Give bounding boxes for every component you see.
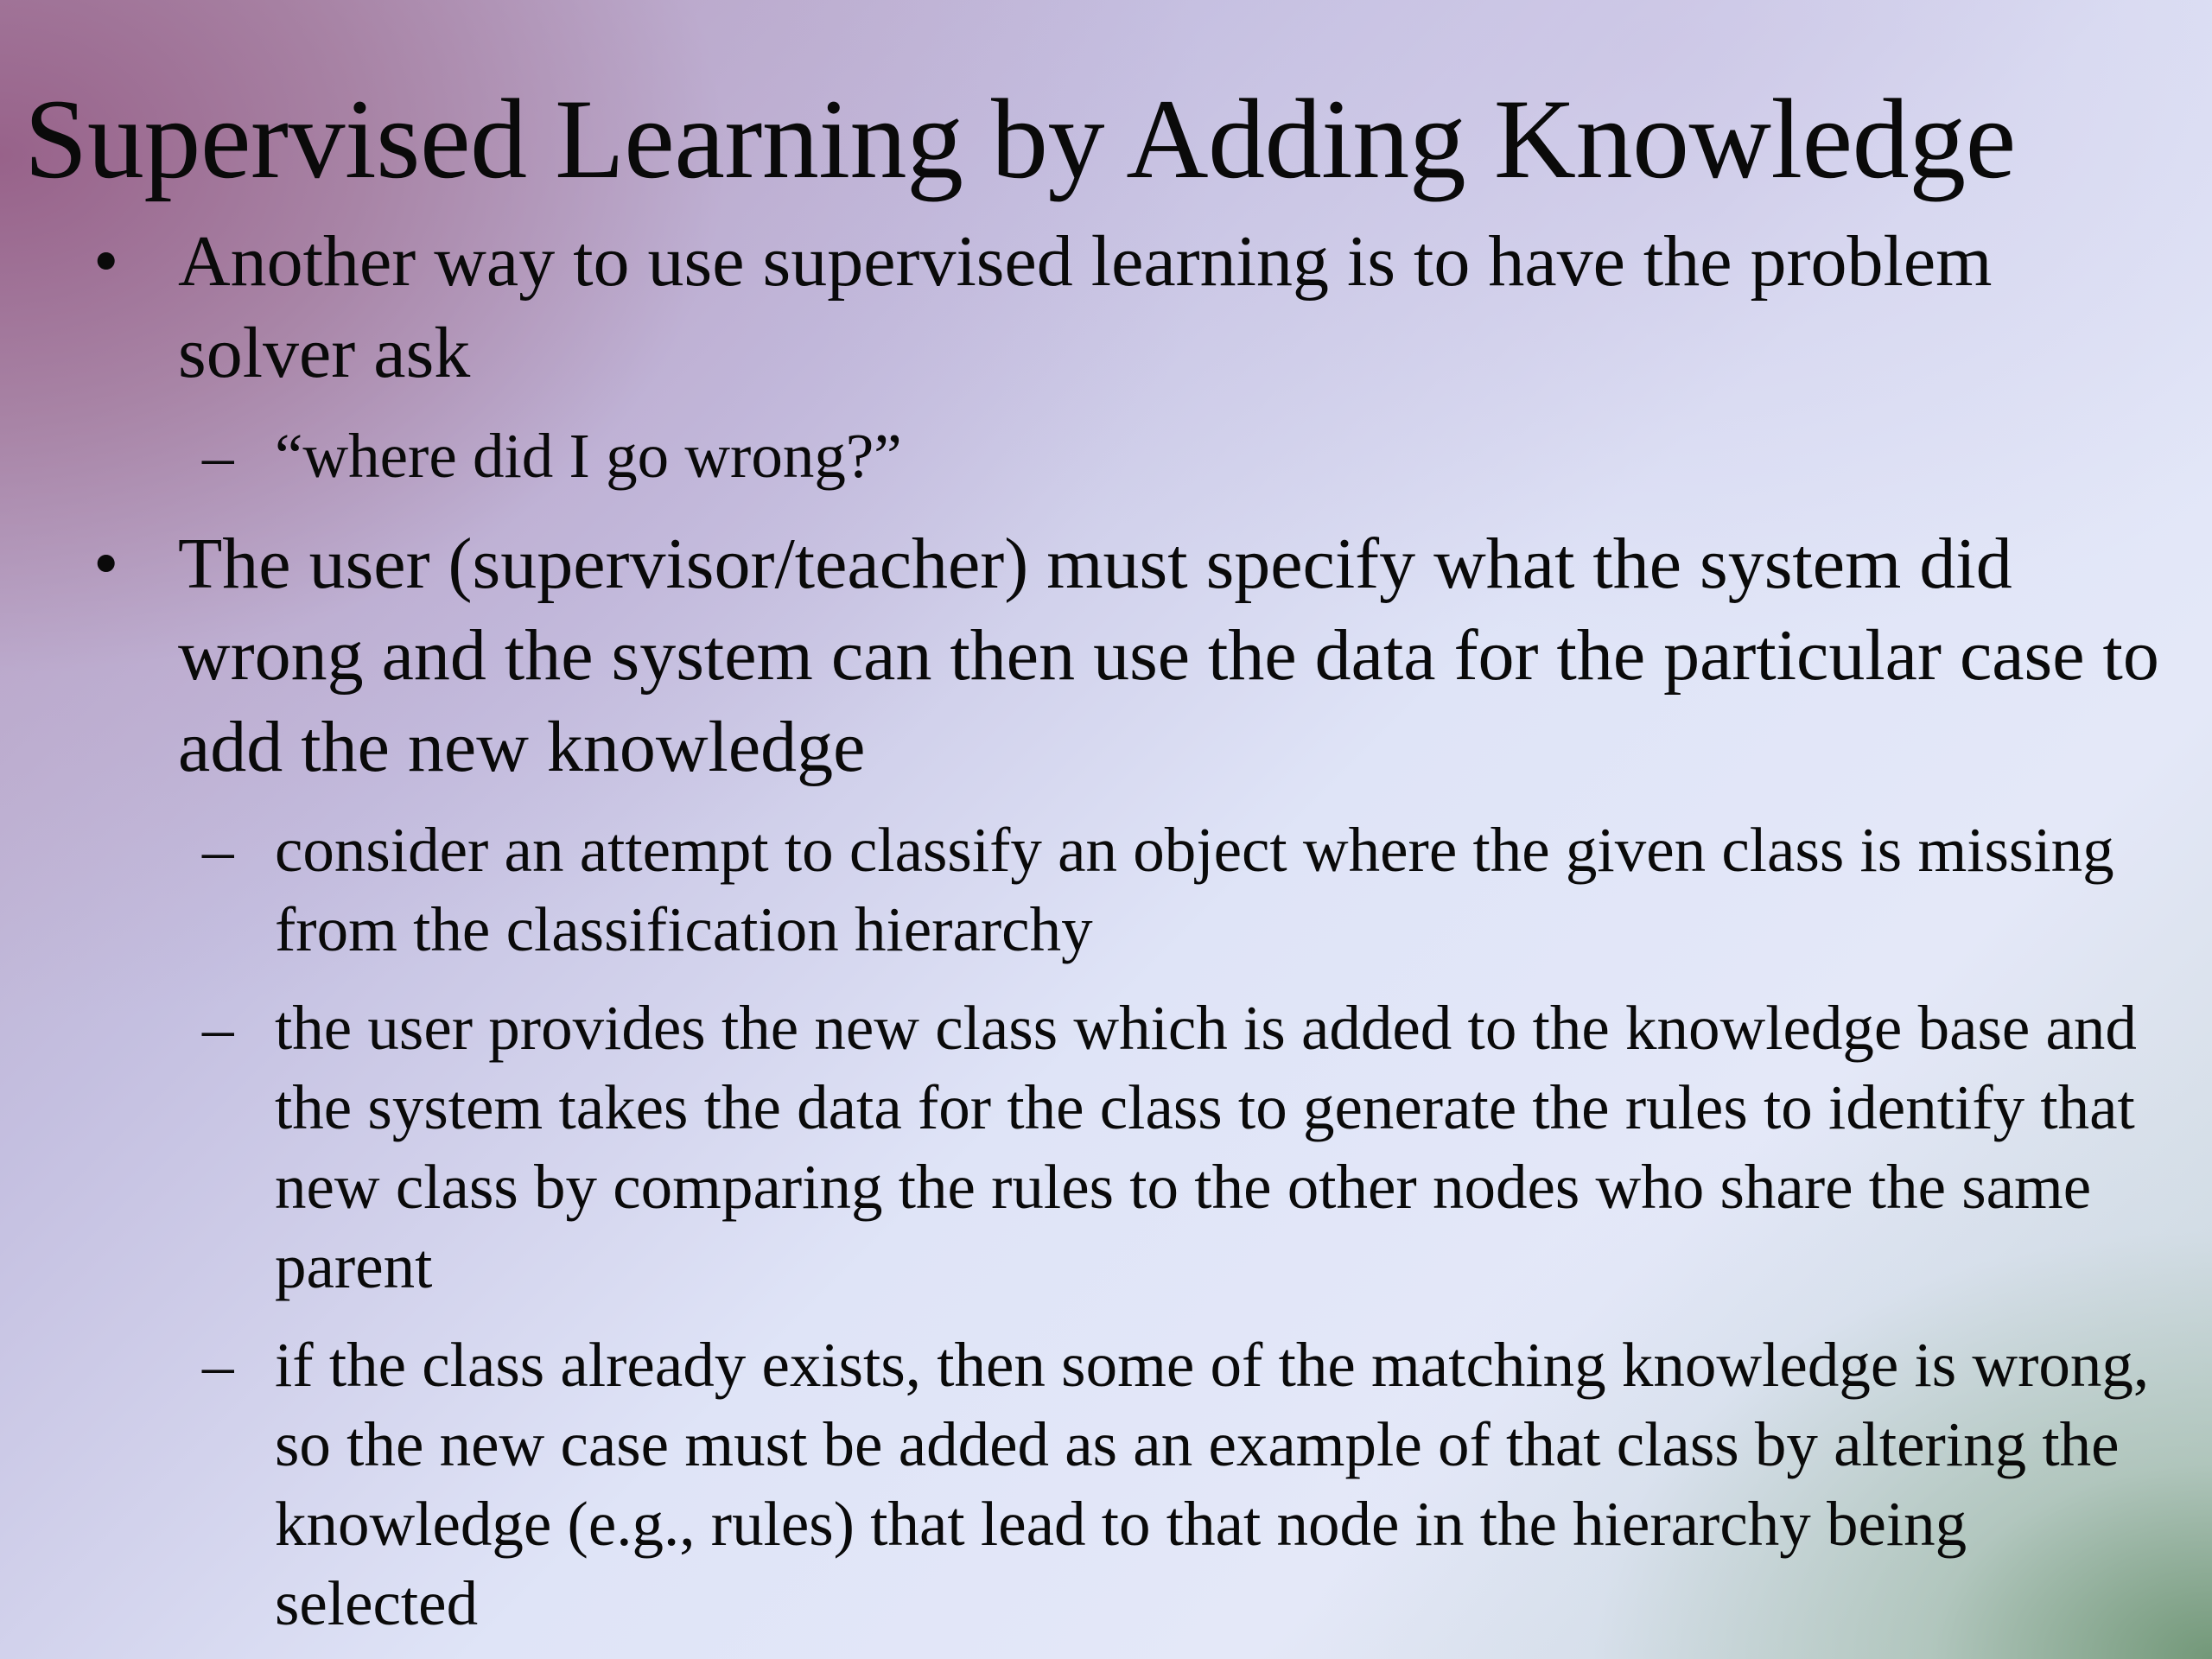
bullet-text: Another way to use supervised learning is to have the problem solver ask xyxy=(178,221,1993,393)
sub-bullet-item xyxy=(202,810,2158,969)
bullet-text: The user (supervisor/teacher) must specify what the system did wrong and the system can then use the data for the particular case to add the new knowledge xyxy=(178,524,2159,787)
bullet-item xyxy=(93,216,2165,399)
slide-title: Supervised Learning by Adding Knowledge xyxy=(24,75,2016,202)
sub-bullet-text: the user provides the new class which is added to the knowledge base and the system takes the data for the class to generate the rules to identify that new class by comparing the rules to the other nodes who share the same parent xyxy=(275,993,2137,1301)
bullet-marker: • xyxy=(93,524,119,604)
bullet-item xyxy=(93,518,2165,793)
sub-bullet-item xyxy=(202,416,2158,496)
dash-marker: – xyxy=(202,1330,234,1400)
dash-marker: – xyxy=(202,993,234,1063)
sub-bullet-item xyxy=(202,1325,2158,1643)
slide-content xyxy=(0,216,2212,1643)
bullet-marker: • xyxy=(93,221,119,302)
sub-bullet-text: “where did I go wrong?” xyxy=(275,421,902,491)
dash-marker: – xyxy=(202,421,234,491)
dash-marker: – xyxy=(202,815,234,885)
sub-bullet-text: if the class already exists, then some of the matching knowledge is wrong, so the new case must be added as an example of that class by altering the knowledge (e.g., rules) that lead to that node in the hierarchy being selected xyxy=(275,1330,2150,1638)
sub-bullet-text: consider an attempt to classify an object where the given class is missing from the classification hierarchy xyxy=(275,815,2114,964)
sub-bullet-item xyxy=(202,988,2158,1306)
